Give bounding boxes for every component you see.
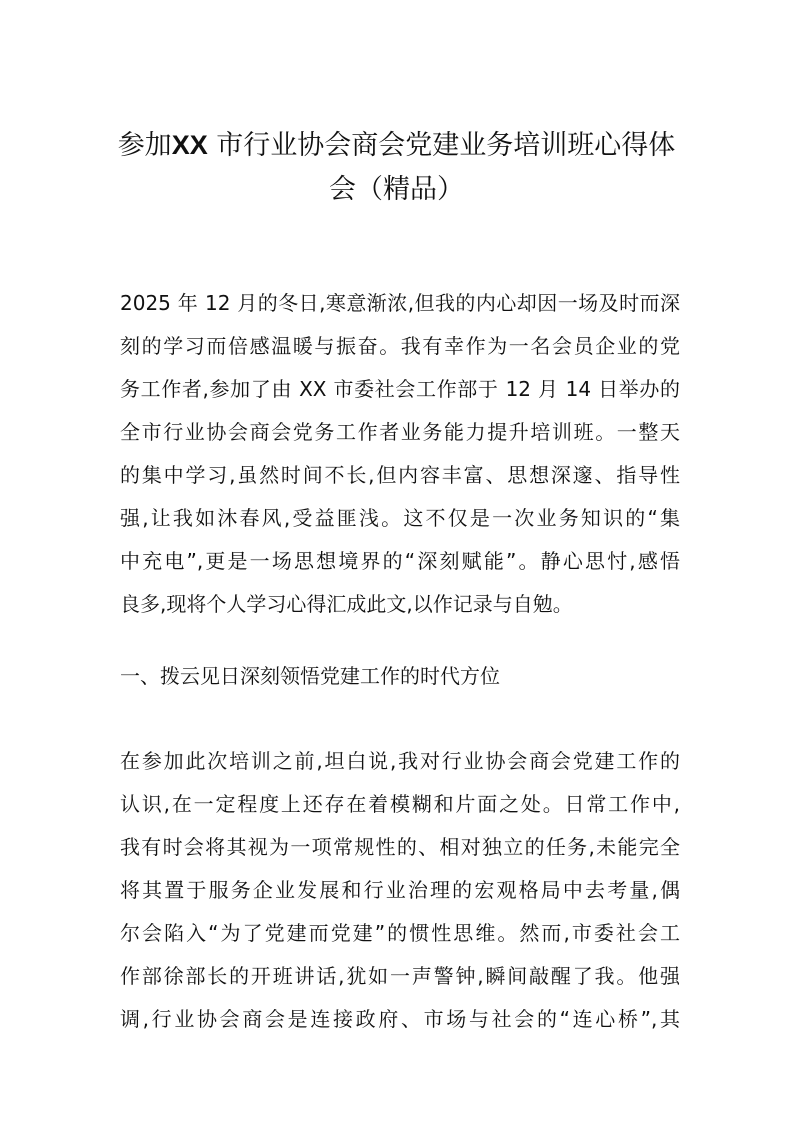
text-line: 认识,在一定程度上还存在着模糊和片面之处。日常工作中, (120, 792, 680, 816)
section-heading: 一、拨云见日深刻领悟党建工作的时代方位 (120, 664, 500, 688)
text-line: 我有时会将其视为一项常规性的、相对独立的任务,未能完全 (120, 835, 680, 859)
text-line: 中充电”,更是一场思想境界的“深刻赋能”。静心思忖,感悟 (120, 549, 680, 573)
text-line: 在参加此次培训之前,坦白说,我对行业协会商会党建工作的 (120, 749, 680, 773)
text-line: 务工作者,参加了由 XX 市委社会工作部于 12 月 14 日举办的 (120, 377, 680, 401)
text-line: 将其置于服务企业发展和行业治理的宏观格局中去考量,偶 (120, 878, 680, 902)
text-line: 作部徐部长的开班讲话,犹如一声警钟,瞬间敲醒了我。他强 (120, 964, 680, 988)
text-line: 的集中学习,虽然时间不长,但内容丰富、思想深邃、指导性 (120, 463, 680, 487)
text-line: 全市行业协会商会党务工作者业务能力提升培训班。一整天 (120, 420, 680, 444)
title-bold-text: XX (171, 130, 208, 160)
title-text: 参加 (117, 130, 172, 161)
text-line: 2025 年 12 月的冬日,寒意渐浓,但我的内心却因一场及时而深 (120, 291, 680, 315)
text-line: 调,行业协会商会是连接政府、市场与社会的“连心桥”,其 (120, 1007, 680, 1031)
text-line: 尔会陷入“为了党建而党建”的惯性思维。然而,市委社会工 (120, 921, 680, 945)
text-line: 强,让我如沐春风,受益匪浅。这不仅是一次业务知识的“集 (120, 506, 680, 530)
document-title-line-1 (100, 130, 693, 161)
text-line: 刻的学习而倍感温暖与振奋。我有幸作为一名会员企业的党 (120, 334, 680, 358)
document-title-line-2: 会（精品） (329, 174, 464, 205)
text-line: 良多,现将个人学习心得汇成此文,以作记录与自勉。 (120, 592, 573, 616)
title-text: 市行业协会商会党建业务培训班心得体 (207, 130, 676, 161)
